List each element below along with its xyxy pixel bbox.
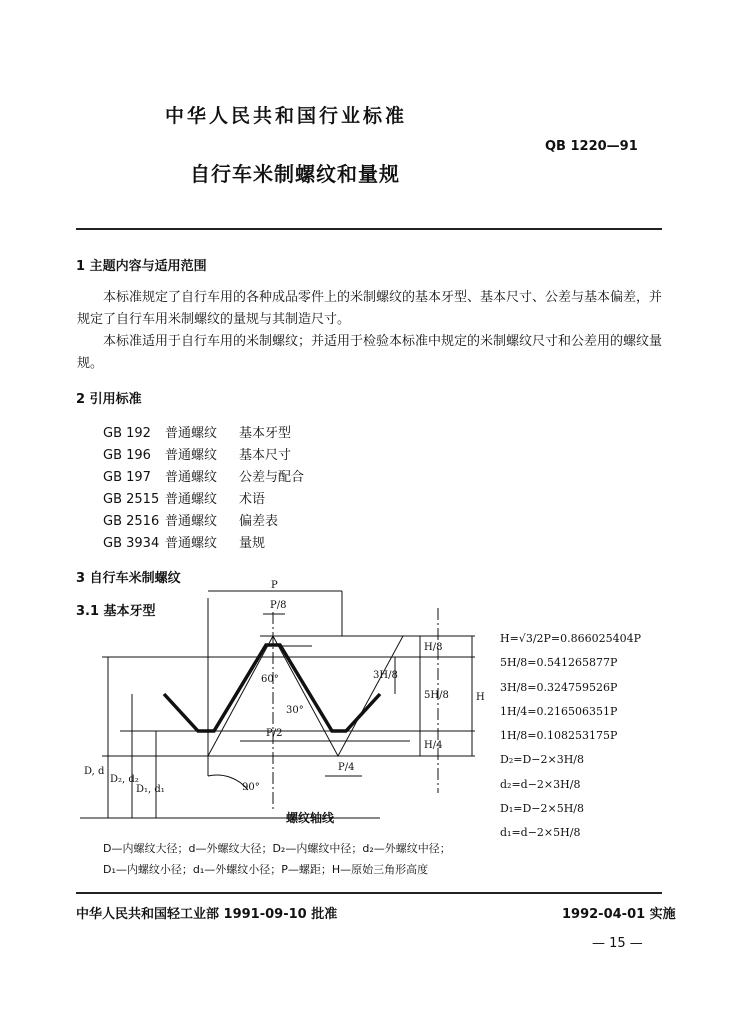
standard-number: GB 196 (103, 448, 151, 463)
standard-code: QB 1220—91 (545, 139, 638, 154)
section-3-heading: 3 自行车米制螺纹 (76, 571, 181, 586)
formula: d₁=d−2×5H/8 (500, 826, 581, 839)
formula: D₁=D−2×5H/8 (500, 802, 584, 815)
standard-number: GB 2516 (103, 514, 160, 529)
page-number: — 15 — (592, 936, 643, 951)
label-90-deg: 90° (242, 782, 260, 793)
standard-category: 普通螺纹 (165, 492, 218, 507)
section-1-paragraph-2: 本标准适用于自行车用的米制螺纹；并适用于检验本标准中规定的米制螺纹尺寸和公差用的螺纹量规。 (77, 334, 663, 371)
label-h4: H/4 (424, 740, 443, 751)
label-p: P (271, 580, 278, 591)
header-rule (76, 228, 662, 230)
label-pitch-diameter: D₂, d₂ (110, 774, 139, 785)
reference-standard-row (103, 532, 265, 551)
standard-name: 基本牙型 (239, 426, 292, 441)
approval-note: 中华人民共和国轻工业部 1991-09-10 批准 (76, 907, 338, 922)
label-5h8: 5H/8 (424, 690, 449, 701)
standard-name: 公差与配合 (239, 470, 305, 485)
label-30-deg: 30° (286, 705, 304, 716)
label-p8: P/8 (270, 600, 287, 611)
label-major-diameter: D, d (84, 766, 105, 777)
label-h8: H/8 (424, 642, 443, 653)
section-2-heading: 2 引用标准 (76, 392, 142, 407)
reference-standard-row (103, 488, 265, 507)
formula: 5H/8=0.541265877P (500, 656, 618, 669)
section-1-heading: 1 主题内容与适用范围 (76, 259, 207, 274)
formula: 1H/8=0.108253175P (500, 729, 618, 742)
formula: H=√3/2P=0.866025404P (500, 632, 642, 645)
standard-number: GB 192 (103, 426, 151, 441)
standard-category: 普通螺纹 (165, 470, 218, 485)
effective-date: 1992-04-01 实施 (562, 907, 676, 922)
label-thread-axis: 螺纹轴线 (286, 811, 335, 825)
issuing-org: 中华人民共和国行业标准 (165, 105, 408, 127)
label-h: H (476, 692, 485, 703)
standard-name: 量规 (239, 536, 266, 551)
label-p4: P/4 (338, 762, 355, 773)
subsection-3-1-heading: 3.1 基本牙型 (76, 604, 156, 619)
label-60-deg: 60° (261, 674, 279, 685)
formula: D₂=D−2×3H/8 (500, 753, 584, 766)
reference-standard-row (103, 444, 291, 463)
label-3h8: 3H/8 (373, 670, 398, 681)
fundamental-triangle (208, 636, 403, 756)
standard-number: GB 197 (103, 470, 151, 485)
standard-category: 普通螺纹 (165, 514, 218, 529)
standard-category: 普通螺纹 (165, 426, 218, 441)
footer-rule (76, 892, 662, 894)
standard-name: 偏差表 (239, 514, 279, 529)
document-title: 自行车米制螺纹和量规 (190, 162, 400, 186)
thread-profile-line (164, 645, 380, 731)
thread-profile-figure (80, 578, 490, 830)
reference-standard-row (103, 466, 304, 485)
label-minor-diameter: D₁, d₁ (136, 784, 165, 795)
standard-number: GB 3934 (103, 536, 160, 551)
reference-standard-row (103, 422, 291, 441)
standard-name: 术语 (239, 492, 266, 507)
symbol-legend-line-2: D₁—内螺纹小径；d₁—外螺纹小径；P—螺距；H—原始三角形高度 (103, 863, 429, 876)
formula: d₂=d−2×3H/8 (500, 778, 581, 791)
standard-name: 基本尺寸 (239, 448, 292, 463)
formula: 1H/4=0.216506351P (500, 705, 618, 718)
section-1-paragraph-1: 本标准规定了自行车用的各种成品零件上的米制螺纹的基本牙型、基本尺寸、公差与基本偏差，并规定了自行车用米制螺纹的量规与其制造尺寸。 (77, 290, 663, 327)
formula: 3H/8=0.324759526P (500, 681, 618, 694)
standard-category: 普通螺纹 (165, 448, 218, 463)
label-p2: P/2 (266, 728, 283, 739)
symbol-legend-line-1: D—内螺纹大径；d—外螺纹大径；D₂—内螺纹中径；d₂—外螺纹中径； (103, 842, 451, 855)
standard-number: GB 2515 (103, 492, 160, 507)
standard-category: 普通螺纹 (165, 536, 218, 551)
reference-standard-row (103, 510, 278, 529)
